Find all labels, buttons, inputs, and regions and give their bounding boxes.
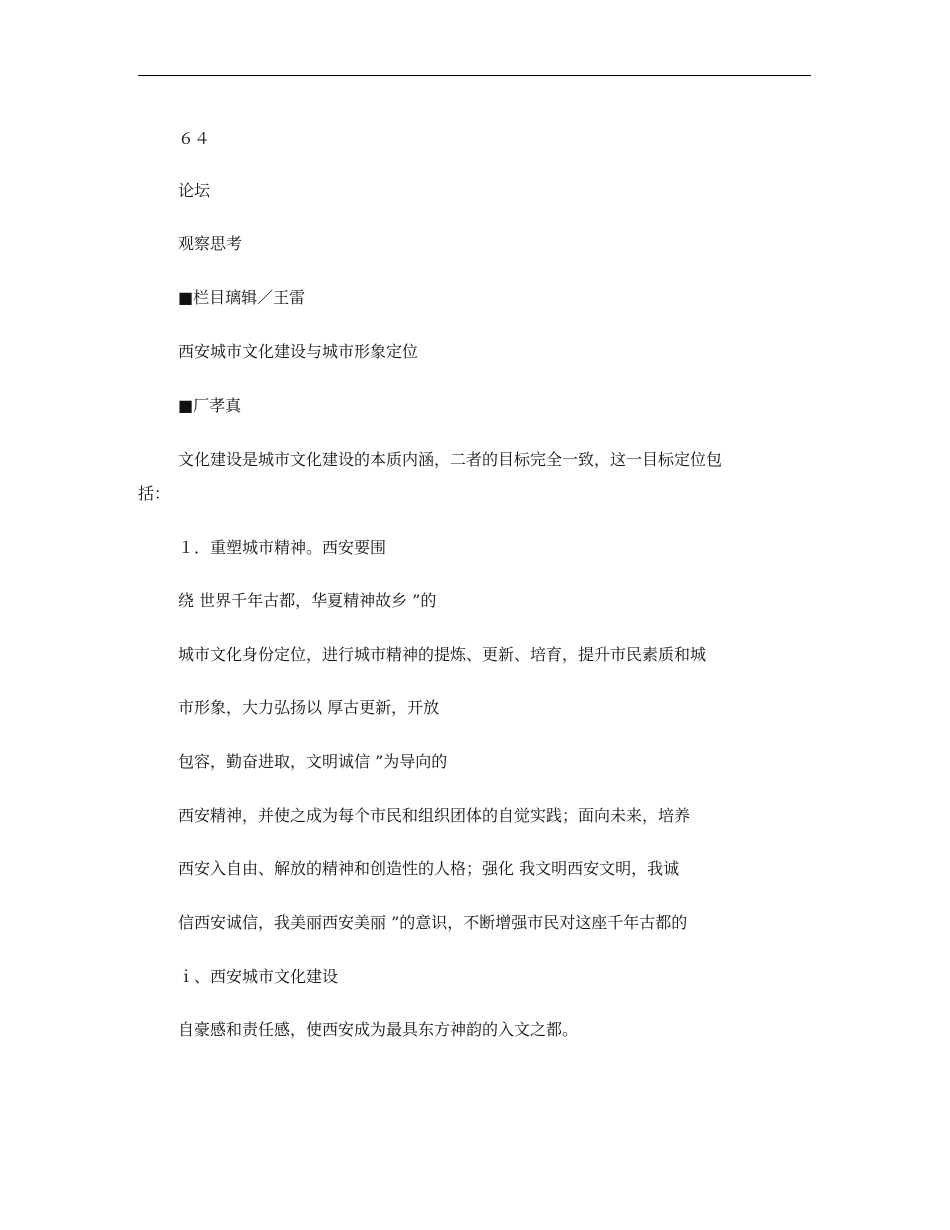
section-label: 论坛: [178, 181, 211, 200]
paragraph-line: 西安精神，并使之成为每个市民和组织团体的自觉实践；面向未来，培养: [178, 806, 691, 825]
column-editor: ■栏目璃辑／王雷: [178, 288, 306, 307]
article-title: 西安城市文化建设与城市形象定位: [178, 342, 419, 361]
paragraph-line: 自豪感和责任感，使西安成为最具东方神韵的入文之都。: [178, 1020, 579, 1039]
paragraph-line: 文化建设是城市文化建设的本质内涵，二者的目标完全一致，这一目标定位包: [178, 450, 723, 469]
paragraph-line: 信西安诚信，我美丽西安美丽 ”的意识，不断增强市民对这座千年古都的: [178, 913, 688, 932]
paragraph-line: 绕 世界千年古都，华夏精神故乡 ”的: [178, 591, 437, 610]
paragraph-line: １．重塑城市精神。西安要围: [178, 538, 387, 557]
paragraph-line: 城市文化身份定位，进行城市精神的提炼、更新、培育，提升市民素质和城: [178, 645, 707, 664]
paragraph-line: 西安入自由、解放的精神和创造性的人格；强化 我文明西安文明，我诚: [178, 859, 680, 878]
header-rule: [138, 75, 811, 76]
paragraph-line: 包容，勤奋进取，文明诚信 ”为导向的: [178, 752, 448, 771]
article-author: ■厂孝真: [178, 396, 242, 415]
paragraph-line: 括：: [138, 484, 171, 503]
page-number: ６４: [178, 129, 211, 148]
column-label: 观察思考: [178, 234, 243, 253]
paragraph-line: 市形象，大力弘扬以 厚古更新，开放: [178, 698, 440, 717]
subheading-line: ｉ、西安城市文化建设: [178, 967, 339, 986]
